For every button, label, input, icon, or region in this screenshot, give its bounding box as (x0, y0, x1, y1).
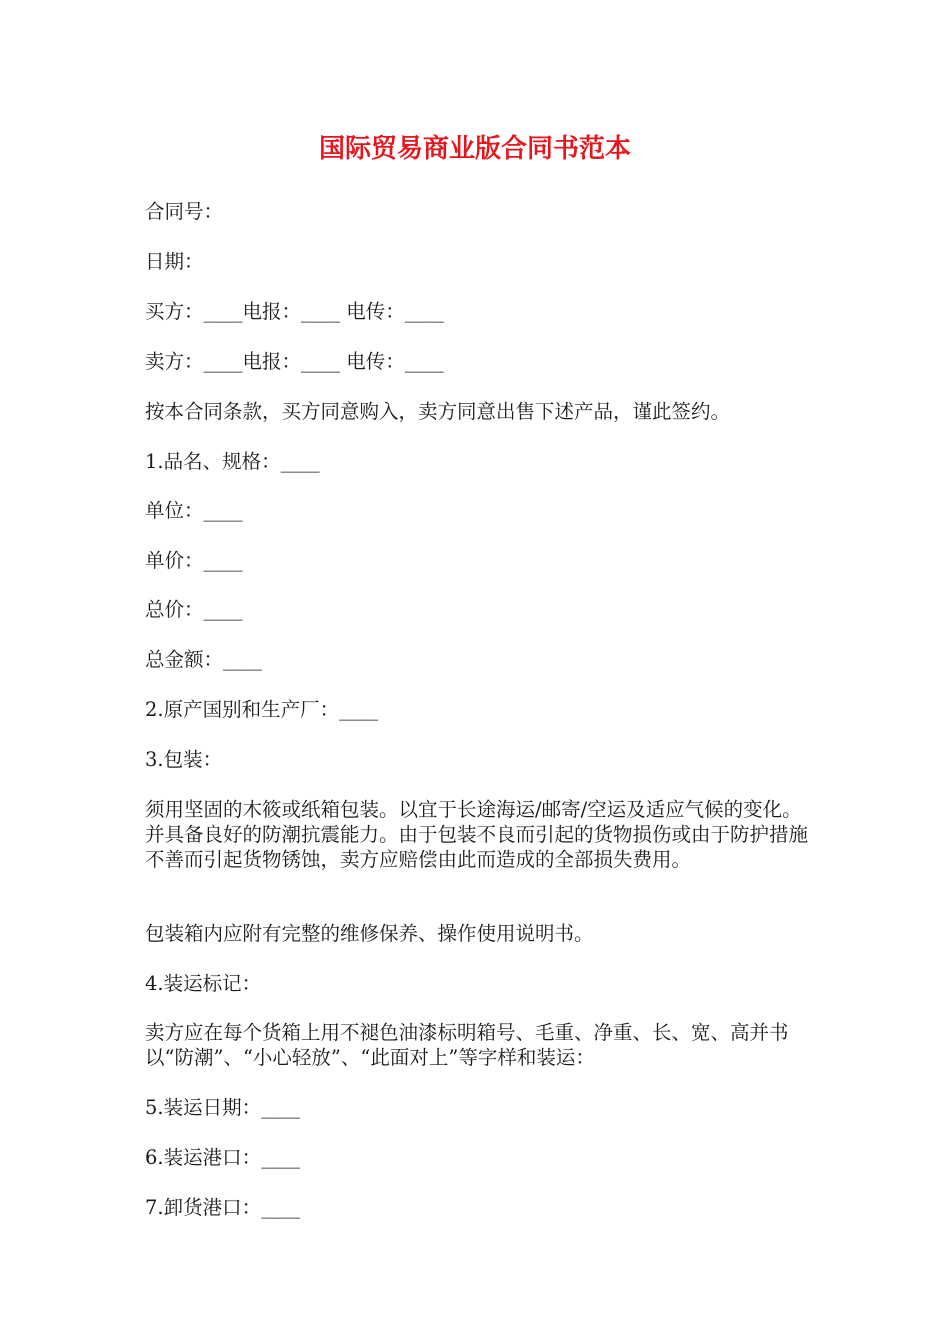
total-amount-line: 总金额：____ (145, 648, 263, 671)
document-title: 国际贸易商业版合同书范本 (318, 134, 631, 164)
item6-loading-port: 6.装运港口：____ (145, 1146, 301, 1169)
item3-packing: 3.包装： (145, 748, 223, 771)
contract-number-line: 合同号： (145, 200, 224, 223)
item7-discharge-port: 7.卸货港口：____ (145, 1196, 301, 1219)
agreement-statement: 按本合同条款，买方同意购入，卖方同意出售下述产品，谨此签约。 (145, 400, 731, 423)
seller-line: 卖方：____电报：____ 电传：____ (145, 350, 444, 373)
unit-price-line: 单价：____ (145, 549, 243, 572)
unit-line: 单位：____ (145, 499, 243, 522)
packing-manual-line: 包装箱内应附有完整的维修保养、操作使用说明书。 (145, 922, 594, 945)
item2-origin: 2.原产国别和生产厂：____ (145, 698, 379, 721)
date-line: 日期： (145, 250, 204, 273)
item5-ship-date: 5.装运日期：____ (145, 1096, 301, 1119)
shipping-marks-paragraph: 卖方应在每个货箱上用不褪色油漆标明箱号、毛重、净重、长、宽、高并书以“防潮”、“小心轻放”、“此面对上”等字样和装运： (145, 1021, 789, 1069)
packing-paragraph: 须用坚固的木筱或纸箱包装。以宜于长途海运/邮寄/空运及适应气候的变化。 并具备良好的防潮抗震能力。由于包装不良而引起的货物损伤或由于防护措施不善而引起货物锈蚀，卖方应赔偿由此而造成的全部损失费用。 (145, 798, 809, 871)
buyer-line: 买方：____电报：____ 电传：____ (145, 300, 444, 323)
item4-shipping-marks: 4.装运标记： (145, 972, 262, 995)
item1-name-spec: 1.品名、规格：____ (145, 450, 320, 473)
total-price-line: 总价：____ (145, 598, 243, 621)
